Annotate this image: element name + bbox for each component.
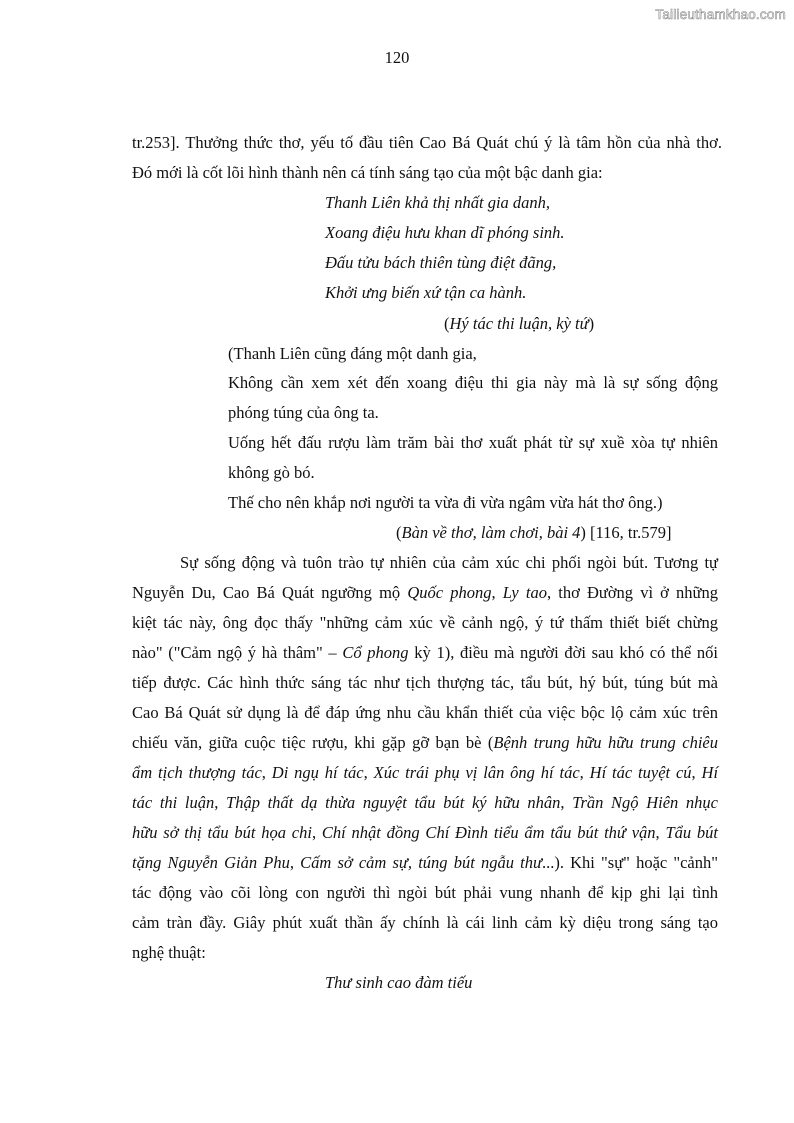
paragraph-line: tặng Nguyễn Giản Phu, Cấm sở cảm sự, túng bút ngẫu thư...). Khi "sự" hoặc "cảnh" [132,853,718,872]
translation-line: phóng túng của ông ta. [228,403,379,422]
poem-line: Xoang điệu hưu khan dĩ phóng sinh. [325,223,565,242]
paragraph-line: Sự sống động và tuôn trào tự nhiên của cảm xúc chi phối ngòi bút. Tương tự [180,553,718,572]
paragraph-line: tiếp được. Các hình thức sáng tác như tịch thượng tác, tẩu bút, hý bút, túng bút mà [132,673,718,692]
paragraph-line: chiếu văn, giữa cuộc tiệc rượu, khi gặp gỡ bạn bè (Bệnh trung hữu hữu trung chiêu [132,733,718,752]
poem-line: Thanh Liên khả thị nhất gia danh, [325,193,551,212]
translation-line: (Thanh Liên cũng đáng một danh gia, [228,344,477,363]
poem-source: (Hý tác thi luận, kỳ tứ) [444,314,595,333]
page-number: 120 [384,48,410,67]
paragraph-line: Nguyễn Du, Cao Bá Quát ngưỡng mộ Quốc phong, Ly tao, thơ Đường vì ở những [132,583,719,602]
paragraph-line: hữu sở thị tẩu bút họa chi, Chí nhật đồng Chí Đình tiểu ẩm tẩu bút thứ vận, Tẩu bút [132,823,719,842]
paragraph-line: tác thi luận, Thập thất dạ thừa nguyệt tẩu bút ký hữu nhân, Trần Ngộ Hiên nhục [132,793,718,812]
translation-line: Thế cho nên khắp nơi người ta vừa đi vừa ngâm vừa hát thơ ông.) [228,493,663,512]
paragraph-line: Cao Bá Quát sử dụng là để đáp ứng nhu cầu khẩn thiết của việc bộc lộ cảm xúc trên [132,703,718,722]
translation-source: (Bàn về thơ, làm chơi, bài 4) [116, tr.579] [396,523,672,542]
paragraph-line: cảm tràn đầy. Giây phút xuất thần ấy chính là cái linh cảm kỳ diệu trong sáng tạo [132,913,718,932]
poem-line: Đấu tửu bách thiên tùng điệt đãng, [325,253,557,272]
translation-line: không gò bó. [228,463,315,482]
poem-line: Khởi ưng biến xứ tận ca hành. [325,283,527,302]
translation-line: Uống hết đấu rượu làm trăm bài thơ xuất phát từ sự xuề xòa tự nhiên [228,433,718,452]
paragraph-line: tác động vào cõi lòng con người thì ngòi bút phải vung nhanh để kịp ghi lại tình [132,883,718,902]
translation-line: Không cần xem xét đến xoang điệu thi gia này mà là sự sống động [228,373,718,392]
paragraph-line: nghệ thuật: [132,943,206,962]
watermark: Tailieuthamkhao.com [655,7,786,22]
poem-line: Thư sinh cao đàm tiếu [325,973,473,992]
paragraph-line: ẩm tịch thượng tác, Di ngụ hí tác, Xúc trái phụ vị lân ông hí tác, Hí tác tuyệt cú, Hí [132,763,719,782]
paragraph-line: Đó mới là cốt lõi hình thành nên cá tính sáng tạo của một bậc danh gia: [132,163,603,182]
paragraph-line: tr.253]. Thưởng thức thơ, yếu tố đầu tiên Cao Bá Quát chú ý là tâm hồn của nhà thơ. [132,133,722,152]
paragraph-line: kiệt tác này, ông đọc thấy "những cảm xúc về cảnh ngộ, ý tứ thấm thiết biết chừng [132,613,718,632]
paragraph-line: nào" ("Cảm ngộ ý hà thâm" – Cổ phong kỳ 1), điều mà người đời sau khó có thể nối [132,643,718,662]
